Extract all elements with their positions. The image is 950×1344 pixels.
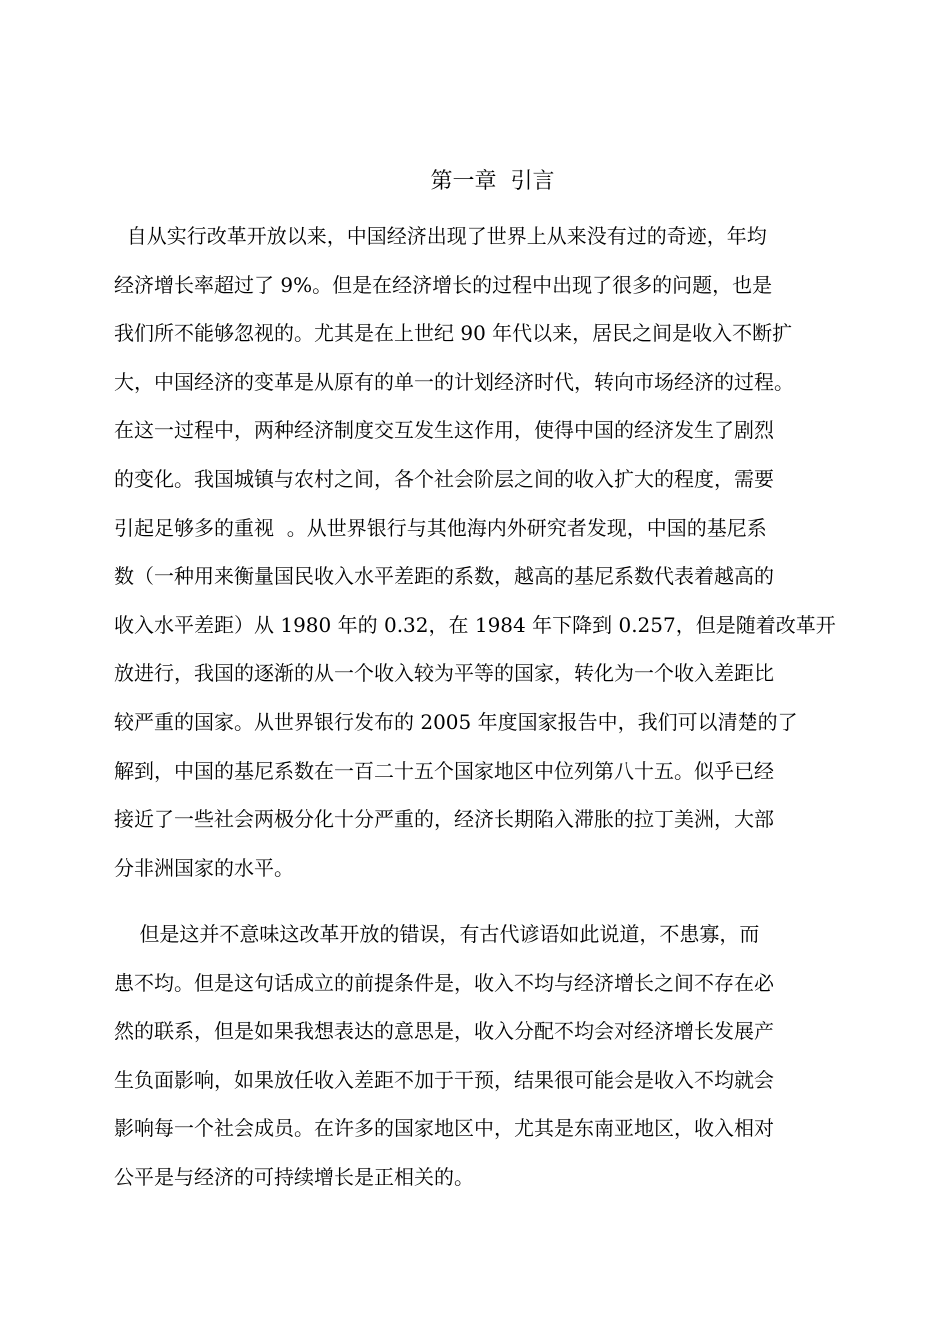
text-line: 分非洲国家的水平。 [114, 855, 294, 880]
text-line: 公平是与经济的可持续增长是正相关的。 [114, 1164, 474, 1189]
text-line: 生负面影响，如果放任收入差距不加于干预，结果很可能会是收入不均就会 [114, 1067, 774, 1092]
text-line: 收入水平差距）从 1980 年的 0.32，在 1984 年下降到 0.257，但是随着改革开 [114, 612, 836, 637]
text-line: 自从实行改革开放以来，中国经济出现了世界上从来没有过的奇迹，年均 [114, 224, 767, 248]
paragraph-2 [114, 910, 864, 1202]
text-line: 经济增长率超过了 9%。但是在经济增长的过程中出现了很多的问题，也是 [114, 272, 773, 297]
chapter-title: 第一章 引言 [430, 169, 555, 194]
text-line: 解到，中国的基尼系数在一百二十五个国家地区中位列第八十五。似乎已经 [114, 758, 774, 783]
text-line: 数（一种用来衡量国民收入水平差距的系数，越高的基尼系数代表着越高的 [114, 564, 774, 589]
text-line: 引起足够多的重视 。从世界银行与其他海内外研究者发现，中国的基尼系 [114, 515, 767, 540]
text-line: 放进行，我国的逐渐的从一个收入较为平等的国家，转化为一个收入差距比 [114, 661, 774, 686]
text-line: 但是这并不意味这改革开放的错误，有古代谚语如此说道，不患寡，而 [114, 922, 760, 946]
text-line: 患不均。但是这句话成立的前提条件是，收入不均与经济增长之间不存在必 [114, 970, 774, 995]
text-line: 较严重的国家。从世界银行发布的 2005 年度国家报告中，我们可以清楚的了 [114, 709, 798, 734]
text-line: 接近了一些社会两极分化十分严重的，经济长期陷入滞胀的拉丁美洲，大部 [114, 807, 774, 832]
paragraph-1 [114, 212, 864, 892]
text-line: 我们所不能够忽视的。尤其是在上世纪 90 年代以来，居民之间是收入不断扩 [114, 321, 793, 346]
text-line: 影响每一个社会成员。在许多的国家地区中，尤其是东南亚地区，收入相对 [114, 1116, 774, 1141]
text-line: 大，中国经济的变革是从原有的单一的计划经济时代，转向市场经济的过程。 [114, 369, 794, 394]
text-line: 在这一过程中，两种经济制度交互发生这作用，使得中国的经济发生了剧烈 [114, 418, 774, 443]
text-line: 的变化。我国城镇与农村之间，各个社会阶层之间的收入扩大的程度，需要 [114, 466, 774, 491]
text-line: 然的联系，但是如果我想表达的意思是，收入分配不均会对经济增长发展产 [114, 1019, 774, 1044]
